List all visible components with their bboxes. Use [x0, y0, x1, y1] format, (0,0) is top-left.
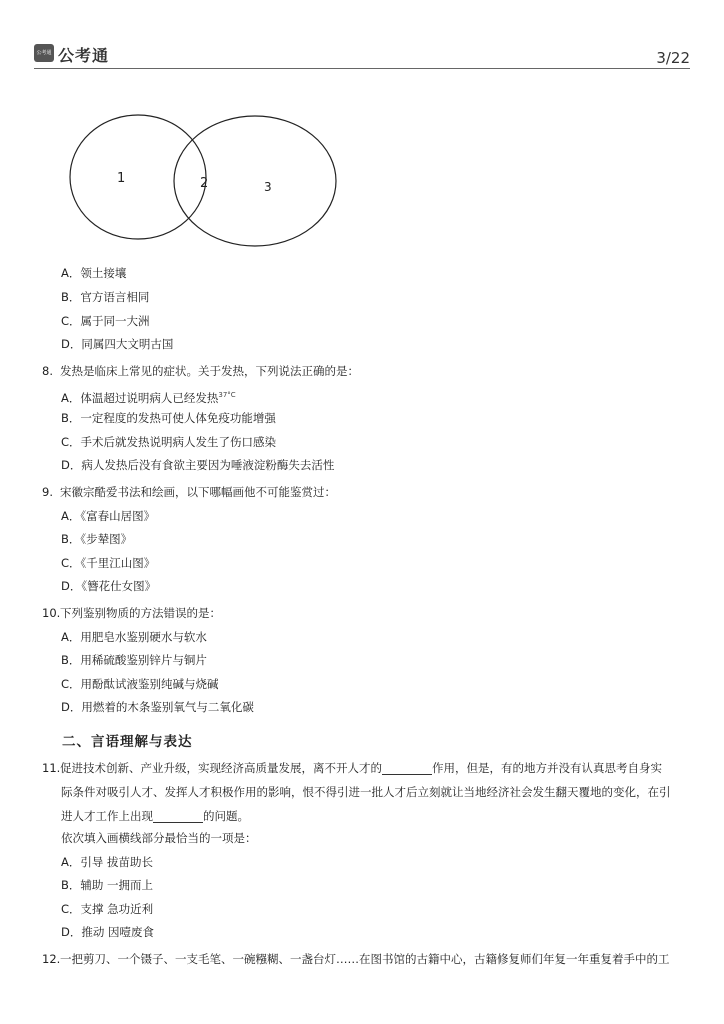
q11-option-c: C．支撑 急功近利 — [61, 902, 154, 916]
q11-line-1-a: 促进技术创新、产业升级，实现经济高质量发展，离不开人才的 — [60, 761, 382, 775]
q9-option-c: C．《千里江山图》 — [61, 556, 156, 570]
q9-stem — [42, 485, 336, 499]
q12-stem — [42, 952, 670, 966]
q10-option-a: A．用肥皂水鉴别硬水与软水 — [61, 630, 207, 644]
q8-number: 8. — [42, 364, 53, 378]
q8-option-a — [61, 388, 236, 405]
q8-stem-text: 发热是临床上常见的症状。关于发热，下列说法正确的是： — [60, 364, 359, 378]
q8-option-a-text: A．体温超过说明病人已经发热 — [61, 390, 219, 405]
q9-stem-text: 宋徽宗酷爱书法和绘画，以下哪幅画他不可能鉴赏过： — [60, 485, 336, 499]
q11-line-3 — [61, 809, 249, 823]
q11-line-3-a: 进人才工作上出现 — [61, 809, 153, 823]
page-number: 3/22 — [656, 49, 690, 67]
q11-line-2: 际条件对吸引人才、发挥人才积极作用的影响，恨不得引进一批人才后立刻就让当地经济社会发生翻天覆地的变化，在引 — [61, 785, 671, 799]
q7-option-a: A．领土接壤 — [61, 266, 127, 280]
q9-option-b: B．《步辇图》 — [61, 532, 133, 546]
q10-option-c: C．用酚酞试液鉴别纯碱与烧碱 — [61, 677, 219, 691]
q8-option-b: B．一定程度的发热可使人体免疫功能增强 — [61, 411, 276, 425]
q10-stem — [42, 606, 221, 620]
q9-option-a: A．《富春山居图》 — [61, 509, 156, 523]
logo-text: 公考通 — [58, 46, 110, 65]
venn-circle-right — [174, 116, 336, 246]
q10-option-b: B．用稀硫酸鉴别锌片与铜片 — [61, 653, 207, 667]
q11-line-1 — [42, 761, 662, 775]
q7-option-b: B．官方语言相同 — [61, 290, 150, 304]
q7-option-c: C．属于同一大洲 — [61, 314, 150, 328]
page-header — [34, 44, 690, 69]
q9-number: 9. — [42, 485, 53, 499]
q11-blank-1 — [382, 763, 432, 775]
section-title: 二、言语理解与表达 — [62, 734, 193, 750]
q7-option-d: D．同属四大文明古国 — [61, 337, 174, 351]
q8-option-c: C．手术后就发热说明病人发生了伤口感染 — [61, 435, 277, 449]
q11-prompt: 依次填入画横线部分最恰当的一项是： — [61, 831, 257, 845]
q11-option-a: A．引导 拔苗助长 — [61, 855, 154, 869]
q11-blank-2 — [153, 811, 203, 823]
q11-number: 11. — [42, 761, 61, 775]
q11-option-d: D．推动 因噎废食 — [61, 925, 155, 939]
q10-stem-text: 下列鉴别物质的方法错误的是： — [60, 606, 221, 620]
venn-label-1: 1 — [117, 171, 126, 186]
q8-option-d: D．病人发热后没有食欲主要因为唾液淀粉酶失去活性 — [61, 458, 335, 472]
venn-label-3: 3 — [264, 180, 272, 194]
venn-diagram — [66, 112, 346, 252]
q10-option-d: D．用燃着的木条鉴别氧气与二氧化碳 — [61, 700, 254, 714]
q12-number: 12. — [42, 952, 61, 966]
q9-option-d: D．《簪花仕女图》 — [61, 579, 157, 593]
q12-stem-text: 一把剪刀、一个镊子、一支毛笔、一碗糨糊、一盏台灯……在图书馆的古籍中心，古籍修复师们年复一年重复着手中的工 — [60, 952, 670, 966]
q11-option-b: B．辅助 一拥而上 — [61, 878, 154, 892]
q11-line-1-b: 作用，但是，有的地方并没有认真思考自身实 — [432, 761, 662, 775]
logo-icon: 公考通 — [34, 44, 54, 62]
venn-circle-left — [70, 115, 209, 239]
q11-line-3-b: 的问题。 — [203, 809, 249, 823]
q8-option-a-temp: 37°C — [218, 391, 236, 399]
q8-stem — [42, 364, 359, 378]
q10-number: 10. — [42, 606, 61, 620]
venn-label-2: 2 — [200, 176, 209, 191]
